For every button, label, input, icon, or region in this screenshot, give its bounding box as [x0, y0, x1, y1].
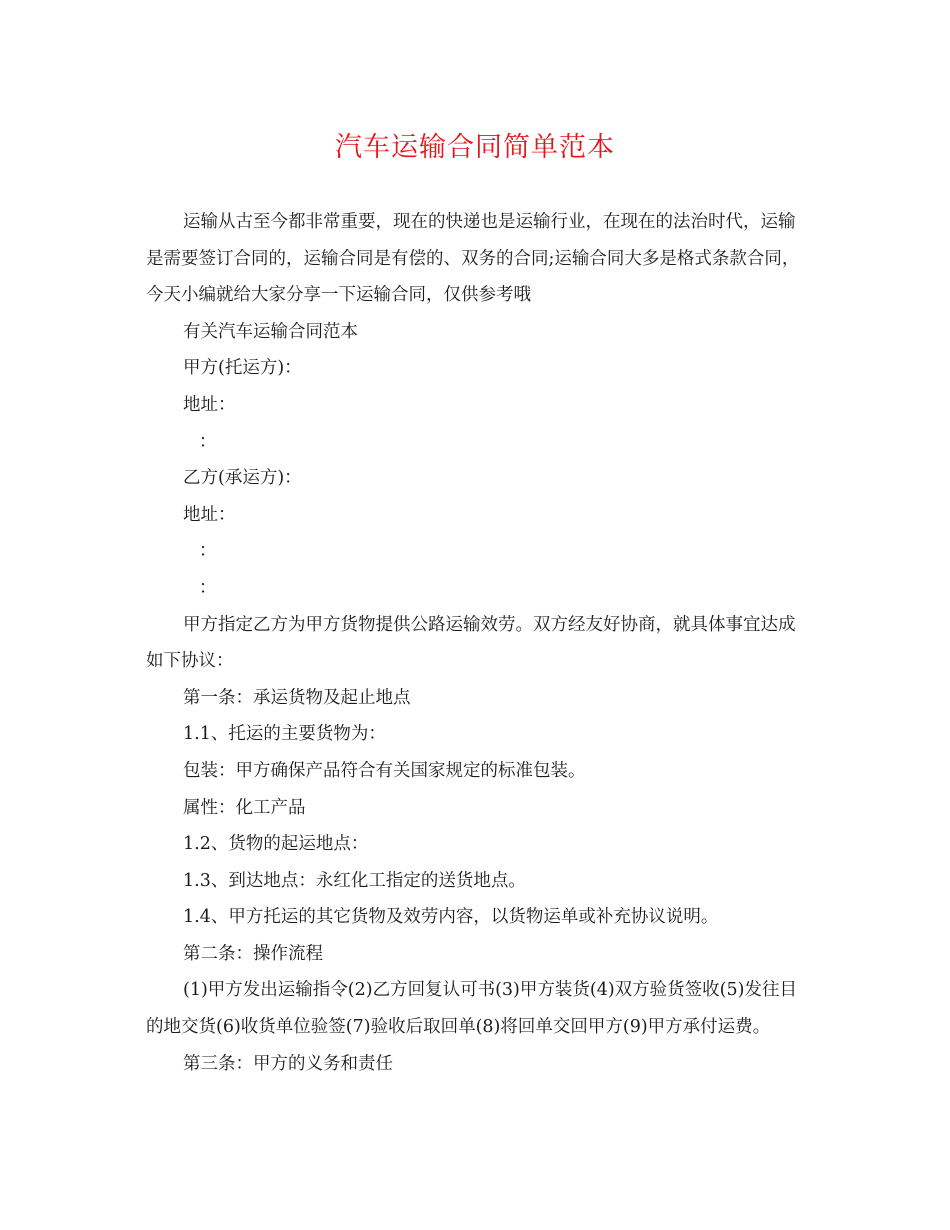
document-body: [146, 204, 806, 1082]
intro-paragraph: 运输从古至今都非常重要，现在的快递也是运输行业，在现在的法治时代，运输是需要签订合同的，运输合同是有偿的、双务的合同;运输合同大多是格式条款合同，今天小编就给大家分享一下运输合同，仅供参考哦: [146, 212, 800, 306]
document-title: 汽车运输合同简单范本: [335, 132, 615, 163]
article-2-heading: 第二条：操作流程: [183, 943, 323, 964]
clause-1-1: 1.1、托运的主要货物为：: [183, 724, 386, 745]
party-a-label: 甲方(托运方)：: [183, 358, 302, 379]
article-3-heading: 第三条：甲方的义务和责任: [183, 1053, 393, 1074]
clause-1-2: 1.2、货物的起运地点：: [183, 834, 369, 855]
process-steps-paragraph: (1)甲方发出运输指令(2)乙方回复认可书(3)甲方装货(4)双方验货签收(5)发往目的地交货(6)收货单位验签(7)验收后取回单(8)将回单交回甲方(9)甲方承付运费。: [146, 980, 797, 1038]
clause-1-3: 1.3、到达地点：永红化工指定的送货地点。: [183, 870, 526, 891]
article-1-heading: 第一条：承运货物及起止地点: [183, 687, 411, 708]
section-heading: 有关汽车运输合同范本: [183, 321, 358, 342]
party-b-blank-field-2: ：: [199, 577, 217, 598]
party-a-blank-field: ：: [199, 431, 217, 452]
party-b-blank-field-1: ：: [199, 541, 217, 562]
party-a-address-label: 地址：: [183, 394, 236, 415]
clause-1-4: 1.4、甲方托运的其它货物及效劳内容，以货物运单或补充协议说明。: [183, 907, 719, 928]
attribute-clause: 属性：化工产品: [183, 797, 306, 818]
agreement-paragraph: 甲方指定乙方为甲方货物提供公路运输效劳。双方经友好协商，就具体事宜达成如下协议：: [146, 614, 796, 672]
party-b-address-label: 地址：: [183, 504, 236, 525]
party-b-label: 乙方(承运方)：: [183, 468, 302, 489]
packaging-clause: 包装：甲方确保产品符合有关国家规定的标准包装。: [183, 760, 586, 781]
